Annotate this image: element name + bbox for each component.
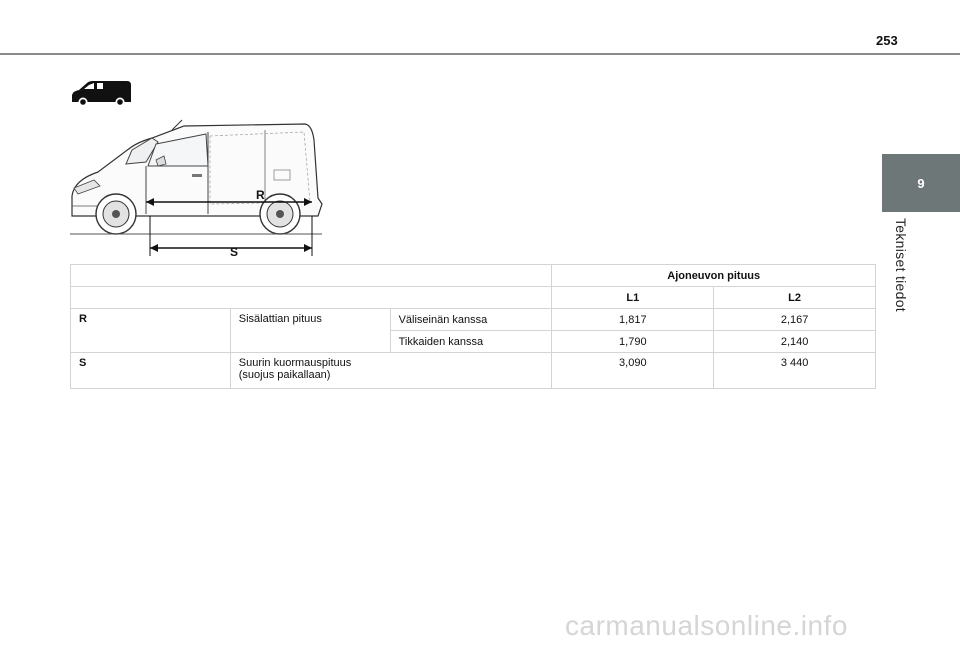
row-variant: Väliseinän kanssa (390, 309, 552, 331)
row-code: S (71, 353, 231, 389)
row-name (230, 353, 552, 389)
dimensions-table (70, 264, 876, 389)
value-l2: 2,140 (714, 331, 876, 353)
group-header: Ajoneuvon pituus (552, 265, 876, 287)
chapter-tab[interactable] (882, 154, 960, 212)
column-l1-header: L1 (552, 287, 714, 309)
table-subheader-row (71, 287, 876, 309)
value-l2: 2,167 (714, 309, 876, 331)
watermark: carmanualsonline.info (565, 610, 848, 641)
row-name-line2: (suojus paikallaan) (238, 369, 331, 381)
table-header-row (71, 265, 876, 287)
row-name-line1: Suurin kuormauspituus (238, 357, 352, 369)
dimension-s-label: S (230, 245, 239, 259)
chapter-number: 9 (917, 175, 925, 191)
page-number: 253 (876, 33, 898, 48)
dimension-r-label: R (256, 188, 265, 202)
row-variant: Tikkaiden kanssa (390, 331, 552, 353)
value-l2: 3 440 (714, 353, 876, 389)
row-name: Sisälattian pituus (230, 309, 390, 353)
van-dimension-diagram (60, 118, 330, 260)
van-silhouette-icon (70, 78, 134, 108)
chapter-title: Tekniset tiedot (893, 218, 909, 312)
value-l1: 1,790 (552, 331, 714, 353)
table-row (71, 309, 876, 331)
column-l2-header: L2 (714, 287, 876, 309)
value-l1: 1,817 (552, 309, 714, 331)
table-row (71, 353, 876, 389)
row-code: R (71, 309, 231, 353)
header-divider (0, 53, 960, 55)
value-l1: 3,090 (552, 353, 714, 389)
